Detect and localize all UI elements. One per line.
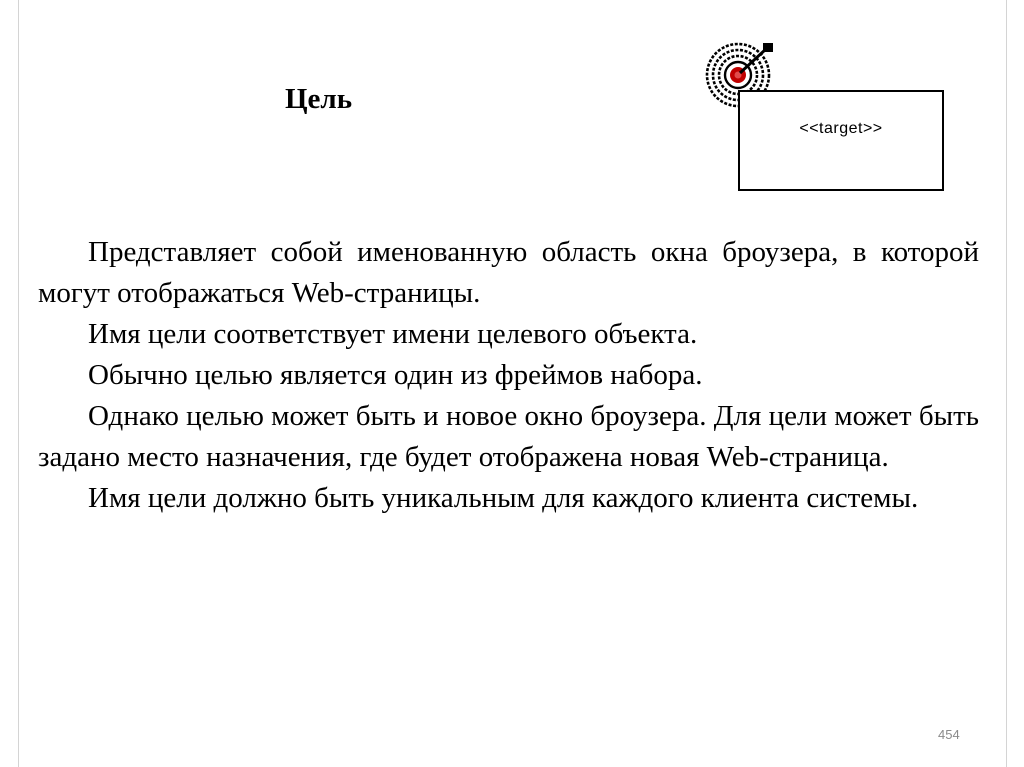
paragraph-new-window: Однако целью может быть и новое окно броузера. Для цели может быть задано место назначения, где будет отображена новая Web-страница. (38, 400, 979, 473)
target-stereotype-box (738, 90, 944, 191)
target-diagram (704, 40, 954, 200)
page-number: 454 (938, 727, 960, 742)
target-stereotype-label: <<target>> (799, 120, 883, 137)
slide-body (38, 232, 979, 519)
paragraph-frame-target: Обычно целью является один из фреймов набора. (88, 359, 703, 391)
slide-title: Цель (285, 83, 353, 115)
slide-left-border (18, 0, 19, 767)
paragraph-target-name: Имя цели соответствует имени целевого объекта. (88, 318, 698, 350)
slide-right-border (1006, 0, 1007, 767)
paragraph-definition: Представляет собой именованную область окна броузера, в которой могут отображаться Web-страницы. (38, 236, 979, 309)
paragraph-unique-name: Имя цели должно быть уникальным для каждого клиента системы. (88, 482, 919, 514)
